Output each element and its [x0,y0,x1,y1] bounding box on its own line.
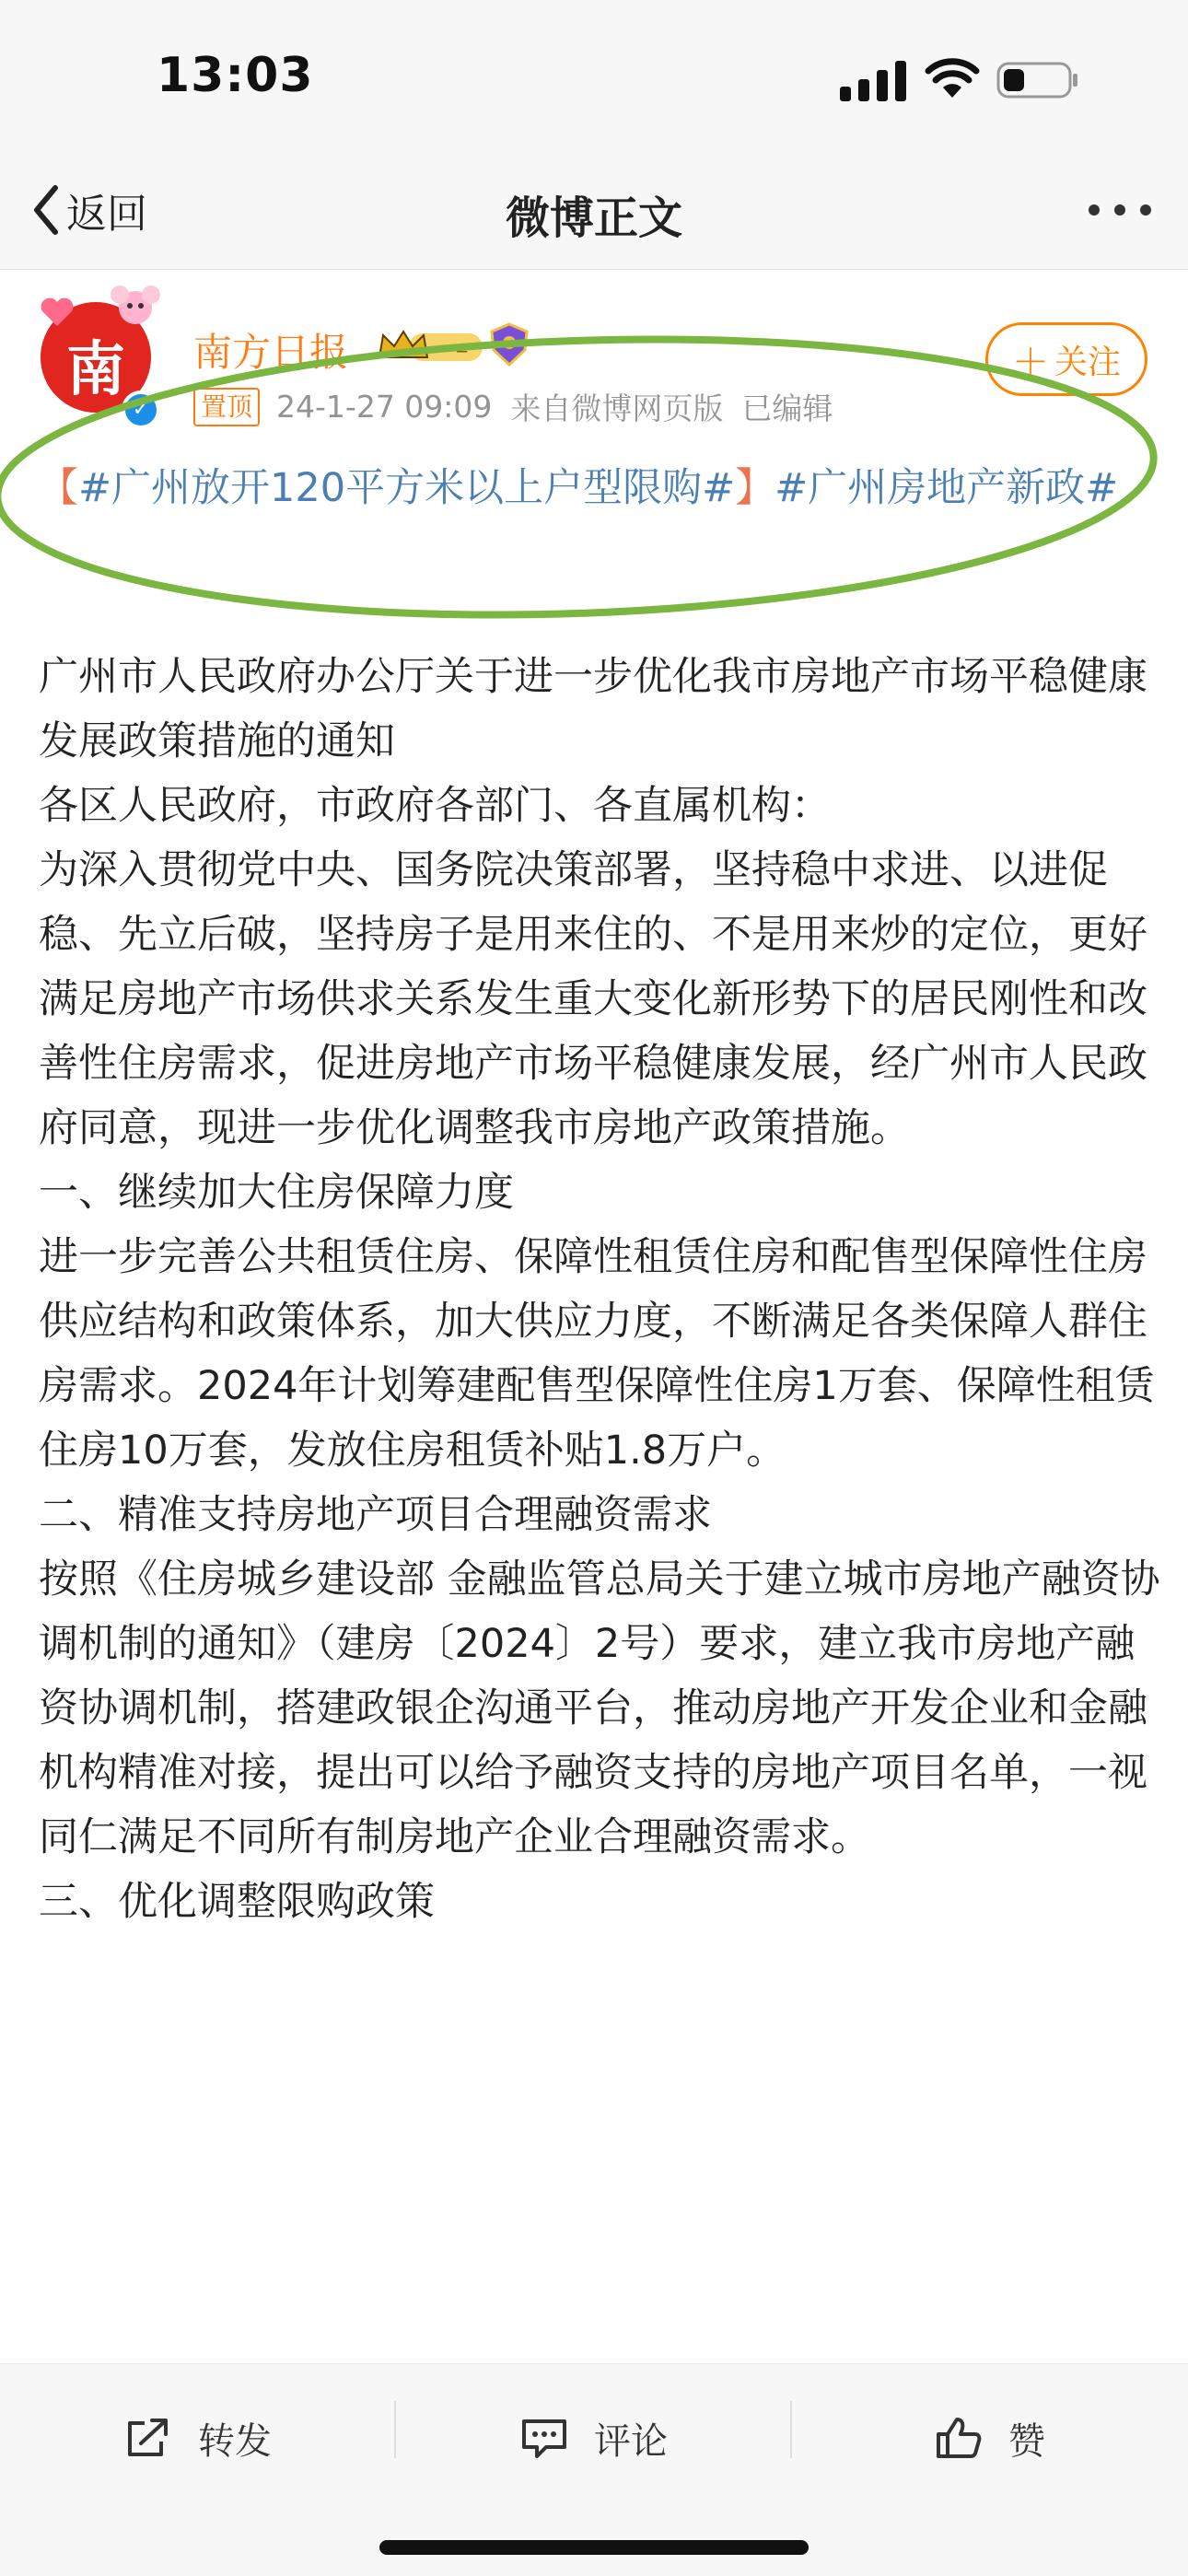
thumbs-up-icon [935,2416,983,2460]
like-button[interactable] [792,2401,1188,2475]
back-label: 返回 [66,191,147,238]
status-time: 13:03 [157,48,314,103]
repost-label: 转发 [198,2419,272,2463]
paragraph: 广州市人民政府办公厅关于进一步优化我市房地产市场平稳健康发展政策措施的通知 [39,654,1147,764]
repost-icon [124,2416,172,2460]
follow-label: 关注 [1054,343,1121,381]
topic-line [39,457,1153,519]
paragraph: 三、优化调整限购政策 [39,1879,435,1925]
shield-badge-icon[interactable] [490,322,529,367]
post-body [39,645,1162,1934]
page-title: 微博正文 [505,192,682,244]
topic-link-2[interactable]: #广州房地产新政# [775,465,1119,511]
topic-bracket-close: 】 [735,465,775,511]
post-date: 24-1-27 09:09 [276,389,493,425]
topic-link-1[interactable]: #广州放开120平方米以上户型限购# [78,465,736,511]
paragraph: 一、继续加大住房保障力度 进一步完善公共租赁住房、保障性租赁住房和配售型保障性住房供应结构和政策体系，加大供应力度，不断满足各类保障人群住房需求。2024年计划筹建配售型保障性住房1万套、保障性租赁住房10万套，发放住房租赁补贴1.8万户。 [39,1170,1155,1474]
avatar[interactable] [41,302,151,421]
paragraph: 二、精准支持房地产项目合理融资需求 按照《住房城乡建设部 金融监管总局关于建立城市房地产融资协调机制的通知》（建房〔2024〕2号）要求，建立我市房地产融资协调机制，搭建政银企沟通平台，推动房地产开发企业和金融机构精准对接，提出可以给予融资支持的房地产项目名单，一视同仁满足不同所有制房地产企业合理融资需求。 [39,1492,1160,1860]
comment-button[interactable] [396,2401,792,2475]
plus-icon: ＋ [1011,341,1049,384]
svg-text:≡: ≡ [455,339,470,358]
author-name[interactable]: 南方日报 [193,330,349,375]
avatar-glyph: 南 [66,335,125,404]
paragraph: 各区人民政府，市政府各部门、各直属机构： 为深入贯彻党中央、国务院决策部署，坚持稳中求进、以进促稳、先立后破，坚持房子是用来住的、不是用来炒的定位，更好满足房地产市场供求关系发生重大变化新形势下的居民刚性和改善性住房需求，促进房地产市场平稳健康发展，经广州市人民政府同意，现进一步优化调整我市房地产政策措施。 [39,783,1147,1151]
cellular-signal-icon [840,61,910,101]
like-label: 赞 [1008,2419,1045,2463]
edited-label: 已编辑 [741,390,833,426]
home-indicator [379,2540,809,2555]
status-bar [0,0,1188,157]
post-source: 来自微博网页版 [510,390,724,426]
wifi-icon [925,57,980,101]
heart-icon [39,297,76,328]
more-options-icon[interactable] [1083,192,1157,228]
pinned-badge: 置顶 [193,388,260,426]
member-crown-badge-icon[interactable] [376,324,484,367]
verified-badge-icon: ✓ [122,390,160,429]
repost-button[interactable] [0,2401,396,2475]
comment-icon [520,2416,568,2460]
follow-button[interactable] [985,322,1147,396]
avatar-decoration-icon [109,284,162,328]
topic-bracket-open: 【 [39,465,78,511]
nav-bar [0,157,1188,270]
battery-icon [996,61,1079,99]
comment-label: 评论 [594,2419,668,2463]
post-meta [193,385,851,428]
